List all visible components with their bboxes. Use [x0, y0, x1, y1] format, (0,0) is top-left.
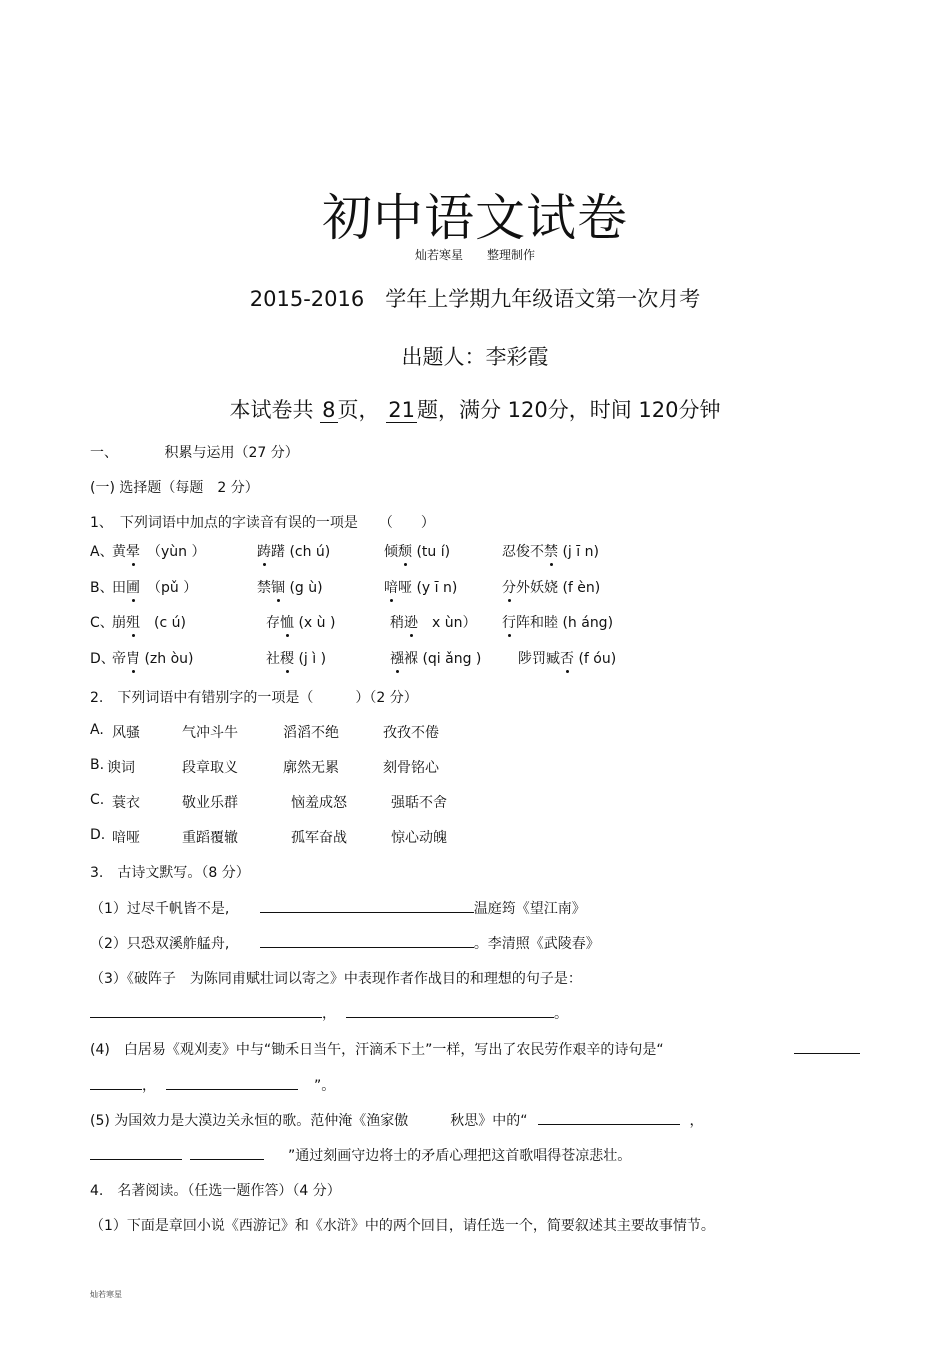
q3-item-5-comma: ，: [689, 1113, 704, 1129]
q3-item-4-answer: [90, 1075, 335, 1095]
q3-item-3-prompt: （3）《破阵子 为陈同甫赋壮词以寄之》中表现作者作战目的和理想的句子是：: [90, 971, 582, 987]
exam-author: 出题人：李彩霞: [401, 345, 549, 369]
q1-option-letter: A、: [90, 544, 114, 560]
q1-option-a: [90, 541, 850, 561]
q1-option-item: 倾颓 (tu í): [384, 544, 451, 560]
page-footer: 灿若寒星: [90, 1290, 122, 1299]
q1-option-b: [90, 577, 850, 597]
exam-name: 2015-2016 学年上学期九年级语文第一次月考: [249, 287, 701, 311]
q2-option-item: 蓑衣: [112, 795, 140, 811]
q3-item-5-text: (5) 为国效力是大漠边关永恒的歌。范仲淹《渔家傲 秋思》中的“: [90, 1113, 528, 1129]
q2-option-b: [90, 757, 590, 777]
answer-blank[interactable]: [90, 1145, 182, 1160]
q2-option-item: 谀词: [107, 760, 135, 776]
info-time-unit: 分钟: [678, 398, 721, 422]
q2-option-letter: A.: [90, 722, 104, 738]
q2-option-c: [90, 792, 590, 812]
exam-subtitle: 灿若寒星 整理制作: [414, 248, 535, 262]
answer-blank[interactable]: [346, 1003, 554, 1018]
q2-option-letter: B.: [90, 757, 105, 773]
info-score: 120: [507, 398, 548, 422]
q1-option-item: 稍逊 x ùn）: [390, 615, 477, 631]
answer-blank[interactable]: [260, 933, 474, 948]
exam-info: [0, 394, 950, 424]
q3-item-2-source: 。李清照《武陵春》: [473, 936, 600, 952]
q2-stem: 2. 下列词语中有错别字的一项是（ ）（2 分）: [90, 690, 418, 706]
q3-item-2-prompt: （2）只恐双溪舴艋舟,: [90, 936, 230, 952]
answer-blank[interactable]: [90, 1003, 322, 1018]
q1-option-item: 分外妖娆 (f èn): [502, 580, 601, 596]
section-one-heading: [90, 442, 299, 462]
info-questions: 21: [388, 398, 415, 422]
q2-option-item: 孤军奋战: [291, 830, 347, 846]
q2-option-item: 孜孜不倦: [383, 725, 439, 741]
q1-option-letter: B、: [90, 580, 114, 596]
info-pages: 8: [322, 398, 336, 422]
info-score-unit: 分，时间: [547, 398, 632, 422]
answer-blank[interactable]: [166, 1075, 298, 1090]
q3-item-3-separator: ，: [322, 1006, 336, 1022]
q2-option-d: [90, 827, 590, 847]
q4-item-1: （1）下面是章回小说《西游记》和《水浒》中的两个回目，请任选一个，简要叙述其主要故事情节。: [90, 1218, 715, 1234]
q3-item-5-end: ”通过刻画守边将士的矛盾心理把这首歌唱得苍凉悲壮。: [288, 1148, 632, 1164]
q2-option-item: 滔滔不绝: [283, 725, 339, 741]
q3-stem: 3. 古诗文默写。（8 分）: [90, 865, 250, 881]
q3-item-5-prompt: [90, 1110, 704, 1130]
answer-blank[interactable]: [794, 1039, 860, 1054]
info-pages-unit: 页，: [337, 398, 380, 422]
q3-item-1: [90, 898, 586, 918]
answer-blank[interactable]: [538, 1110, 680, 1125]
q3-item-4-separator: ，: [142, 1078, 156, 1094]
q1-option-item: 崩殂 (c ú): [112, 615, 186, 631]
q1-option-d: [90, 648, 850, 668]
q1-option-item: 行阵和睦 (h áng): [502, 615, 614, 631]
q1-option-item: 存恤 (x ù ): [266, 615, 336, 631]
part-one-title: (一) 选择题（每题 2 分）: [90, 480, 259, 496]
q3-item-3-end: 。: [554, 1006, 568, 1022]
q3-item-1-source: 温庭筠《望江南》: [473, 901, 586, 917]
q2-option-item: 段章取义: [182, 760, 238, 776]
q1-option-item: 黄晕 （yùn ）: [112, 544, 206, 560]
q1-option-item: 禁锢 (g ù): [257, 580, 323, 596]
q3-item-2: [90, 933, 600, 953]
q3-item-5-answer: [90, 1145, 631, 1165]
q2-option-item: 风骚: [112, 725, 140, 741]
q1-option-item: 社稷 (j ì ): [266, 651, 327, 667]
q1-option-item: 帝胄 (zh òu): [112, 651, 194, 667]
q1-stem: 1、 下列词语中加点的字读音有误的一项是 （ ）: [90, 515, 435, 531]
q1-option-c: [90, 612, 850, 632]
q2-option-item: 廓然无累: [283, 760, 339, 776]
q1-option-letter: C、: [90, 615, 114, 631]
q2-option-item: 恼羞成怒: [291, 795, 347, 811]
q1-option-item: 襁褓 (qi ǎng ): [390, 651, 482, 667]
answer-blank[interactable]: [90, 1075, 142, 1090]
q2-option-item: 惊心动魄: [391, 830, 447, 846]
q1-option-item: 陟罚臧否 (f óu): [518, 651, 617, 667]
q2-option-item: 敬业乐群: [182, 795, 238, 811]
section-one-title: 积累与运用（27 分）: [164, 445, 299, 461]
info-time: 120: [638, 398, 679, 422]
q2-option-a: [90, 722, 590, 742]
answer-blank[interactable]: [260, 898, 474, 913]
q2-option-letter: D.: [90, 827, 106, 843]
q3-item-4-end: ”。: [314, 1078, 336, 1094]
q3-item-4-prompt: (4) 白居易《观刈麦》中与“锄禾日当午，汗滴禾下土”一样，写出了农民劳作艰辛的诗句是“: [90, 1042, 664, 1058]
section-one-number: 一、: [90, 445, 118, 461]
q1-option-item: 忍俊不禁 (j ī n): [502, 544, 599, 560]
q1-option-item: 踌躇 (ch ú): [257, 544, 331, 560]
exam-title: 初中语文试卷: [322, 189, 628, 247]
q3-item-3-answer: [90, 1003, 568, 1023]
q2-option-item: 喑哑: [112, 830, 140, 846]
q1-option-item: 喑哑 (y ī n): [384, 580, 458, 596]
q2-option-item: 重蹈覆辙: [182, 830, 238, 846]
info-prefix: 本试卷共: [229, 398, 314, 422]
q2-option-letter: C.: [90, 792, 105, 808]
q2-option-item: 刻骨铭心: [383, 760, 439, 776]
q2-option-item: 强聒不舍: [391, 795, 447, 811]
q3-item-1-prompt: （1）过尽千帆皆不是,: [90, 901, 230, 917]
q1-option-item: 田圃 （pǔ ）: [112, 580, 198, 596]
q4-stem: 4. 名著阅读。（任选一题作答）（4 分）: [90, 1183, 341, 1199]
answer-blank[interactable]: [190, 1145, 264, 1160]
info-questions-unit: 题，满分: [416, 398, 501, 422]
q1-option-letter: D、: [90, 651, 115, 667]
q2-option-item: 气冲斗牛: [182, 725, 238, 741]
